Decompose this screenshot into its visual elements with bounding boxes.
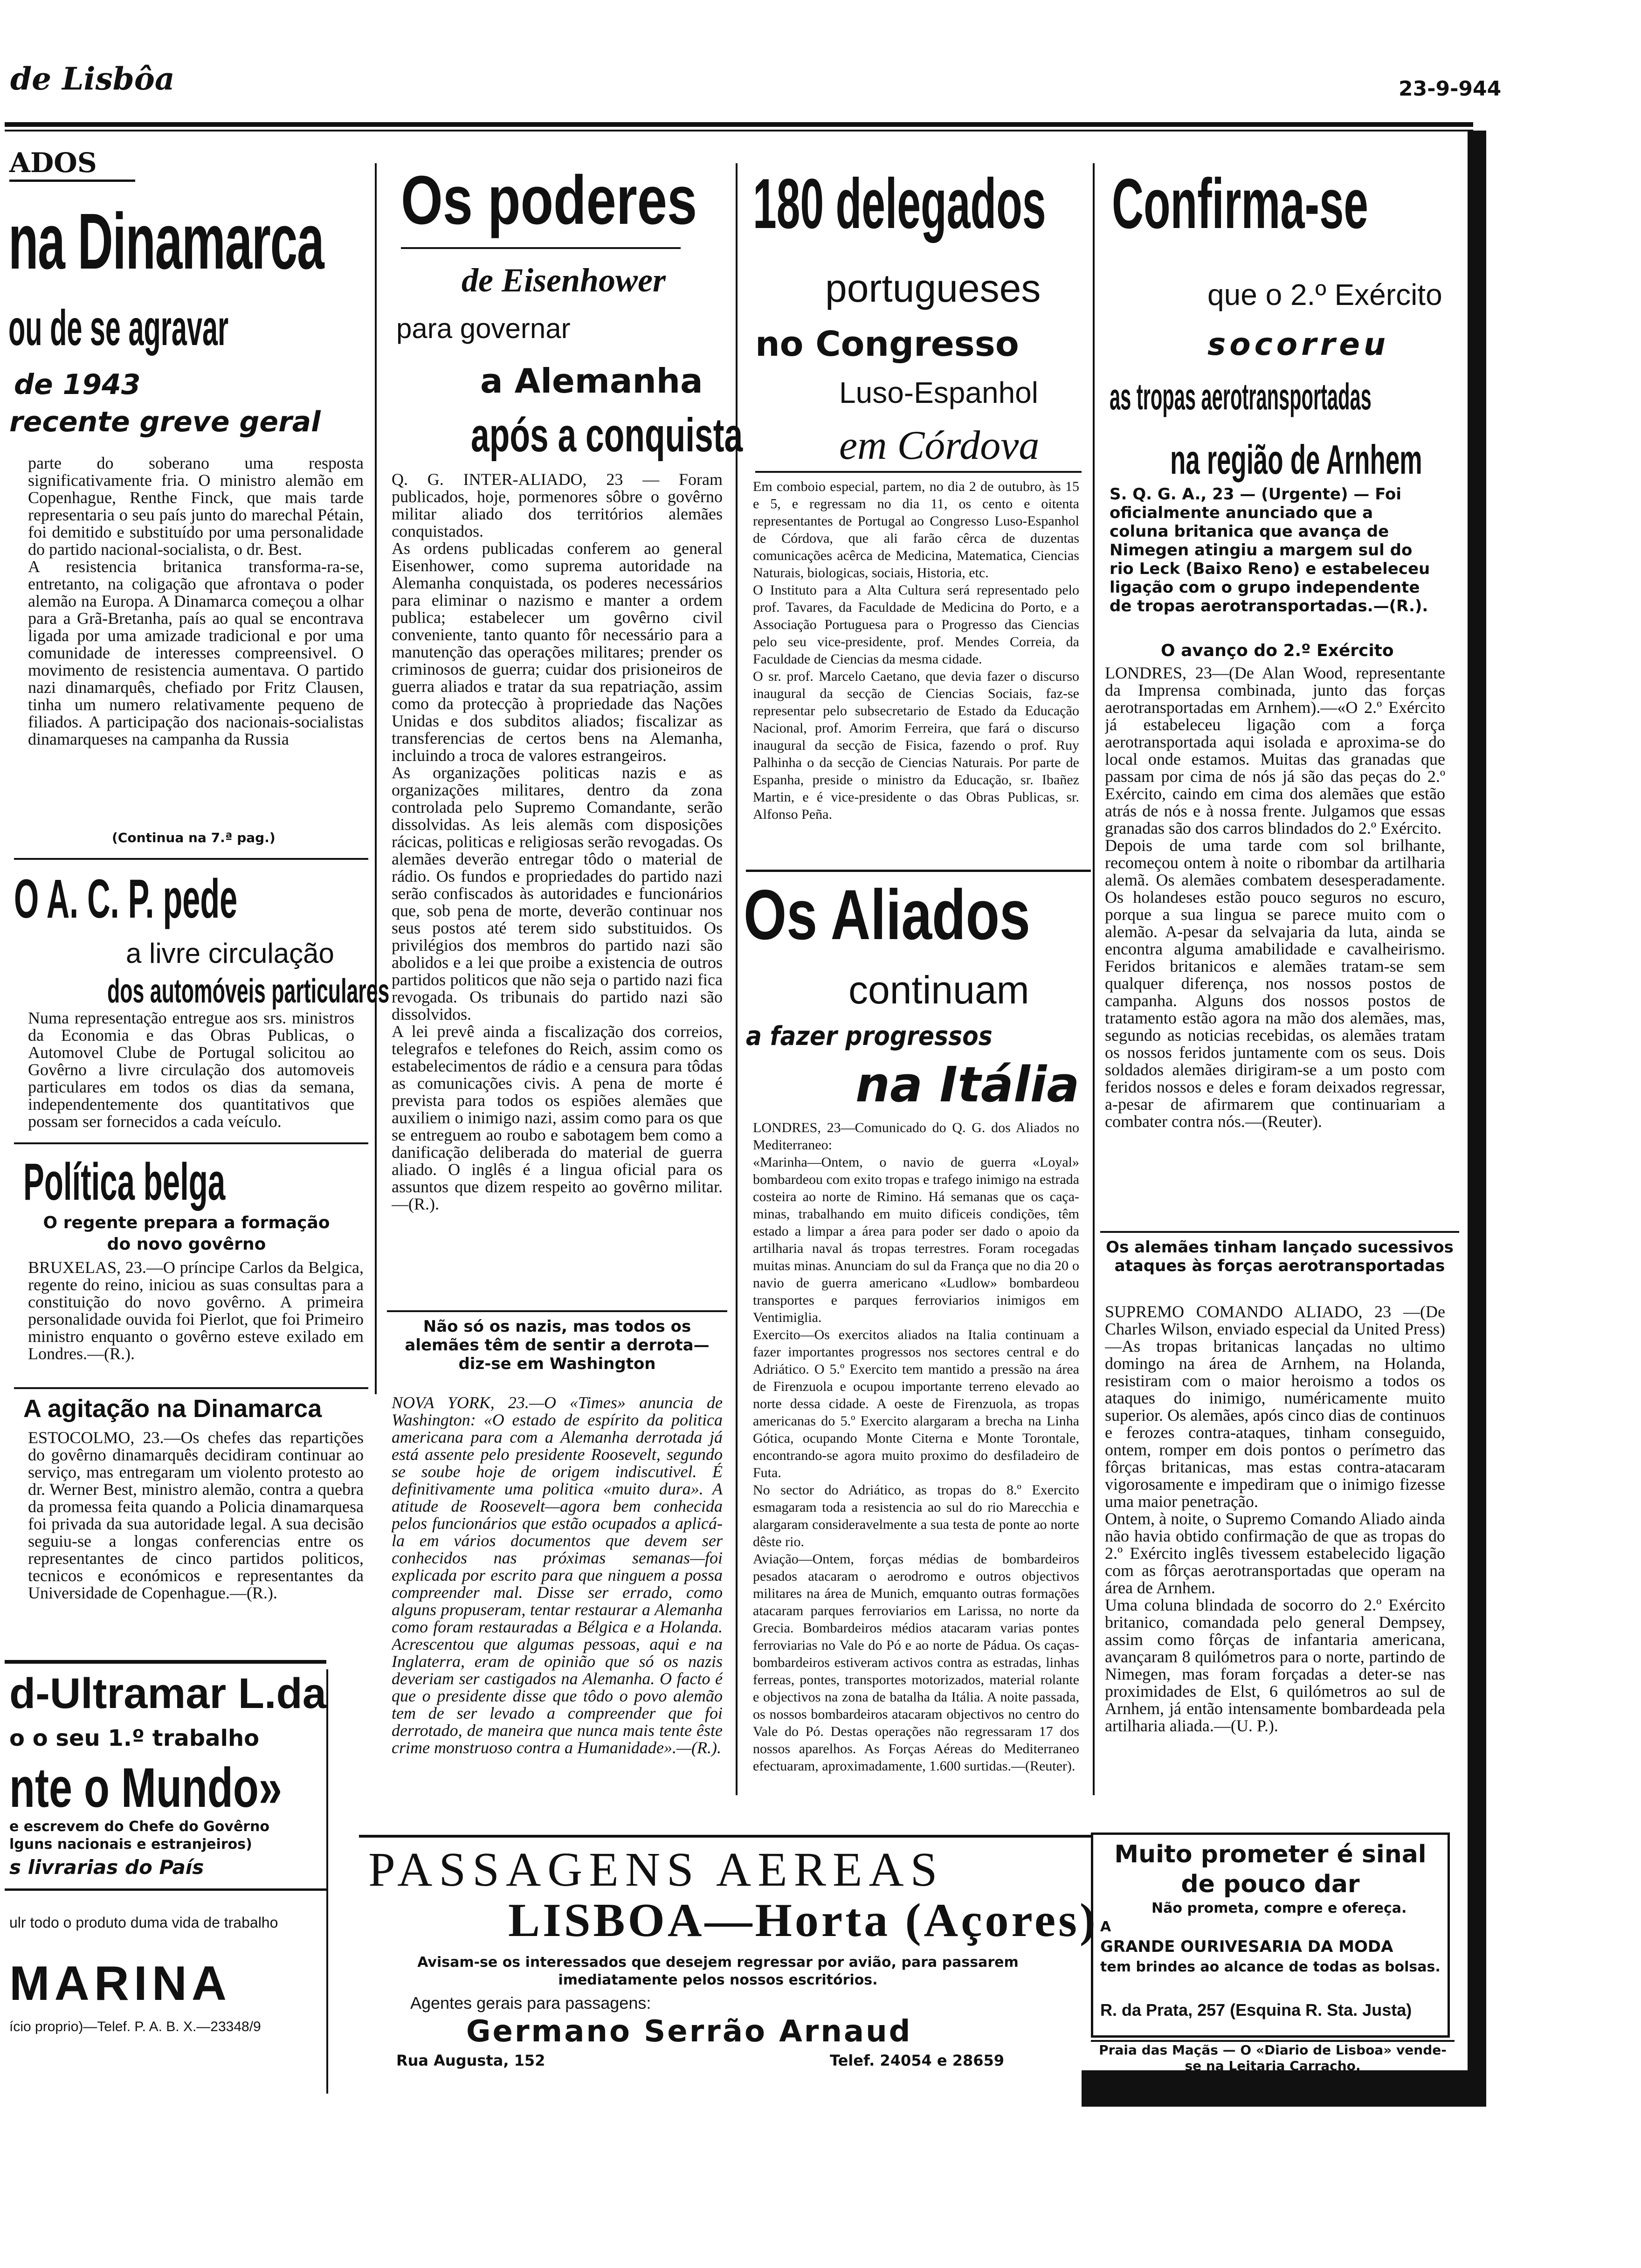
col4-sub1: que o 2.º Exército (1207, 278, 1442, 311)
col1-rule-2 (14, 1142, 368, 1144)
col2-sub4: após a conquista (471, 408, 743, 462)
col2-headline: Os poderes (401, 162, 697, 239)
col2-rule-1 (387, 1310, 727, 1312)
col2-body2: NOVA YORK, 23.—O «Times» anuncia de Washington: «O estado de espírito da politica americana para com a Alemanha derrotada já está assente pelo presidente Roosevelt, segundo se soube hoje de origem indiscutivel. É definitivamente uma politica «muito dura». A atitude de Roosevelt—agora bem conhecida pelos funcionários que estão ocupados a aplicá-la em vários documentos que devem ser conhecidos nas próximas semanas—foi explicada por escrito para que ninguem a possa compreender mal. Disse ser errado, como alguns propuseram, tentar restaurar a Alemanha como foram restauradas a Bélgica e a Holanda. Acrescentou que algumas pessoas, aqui e na Inglaterra, eram de opinião que só os nazis deveriam ser castigados na Alemanha. O facto é que o presidente disse que tôdo o povo alemão tem de ser levado a compreender que foi derrotado, de maneira que nunca mais tente êste crime monstruoso contra a Humanidade».—(R.). (392, 1394, 723, 1757)
ad-left-line3: nte o Mundo» (9, 1756, 282, 1819)
col4-body2: SUPREMO COMANDO ALIADO, 23 —(De Charles Wilson, enviado especial da United Press)—As tropas britanicas lançadas no ultimo domingo na área de Arnhem, na Holanda, resistiram com o maior heroismo a todos os ataques do inimigo, numéricamente muito superior. Os alemães, após cinco dias de continuos e ferozes contra-ataques, tinham conseguido, ontem, romper em dois pontos o perímetro das fôrças britanicas, mas estas contra-atacaram vigorosamente e impediram que o inimigo fizesse uma maior penetração. Ontem, à noite, o Supremo Comando Aliado ainda não havia obtido confirmação de que as tropas do 2.º Exército inglês tivessem estabelecido ligação com as fôrças aerotransportadas que operam na área de Arnhem. Uma coluna blindada de socorro do 2.º Exército britanico, comandada pelo general Dempsey, assim como fôrças de infantaria americana, avançaram 8 quilómetros para o norte, partindo de Nimegen, mas foram forçadas a deter-se nas proximidades de Elst, 6 quilómetros ao sul de Arnhem, já então intensamente bombardeada pela artilharia aliada.—(U. P.). (1105, 1303, 1445, 1735)
col1-subhead3: recente greve geral (9, 406, 321, 438)
page-edge-bottom (1082, 2070, 1486, 2107)
masthead-rule-bottom (5, 130, 1473, 131)
aliados-sub2: a fazer progressos (746, 1021, 993, 1051)
ad-left-line7: ulr todo o produto duma vida de trabalho (9, 1914, 278, 1931)
col3-sub4: em Córdova (839, 423, 1040, 468)
ad-ourivesaria-line6: R. da Prata, 257 (Esquina R. Sta. Justa) (1100, 2000, 1412, 2019)
ad-passagens-line7: Telef. 24054 e 28659 (830, 2052, 1005, 2069)
col3-rule-1 (746, 870, 1091, 872)
col1-subhead: ou de se agravar (8, 299, 229, 356)
col4-rule-1 (1100, 1231, 1459, 1233)
col3-body: Em comboio especial, partem, no dia 2 de outubro, às 15 e 5, e regressam no dia 11, os cento e oitenta representantes de Portugal ao Congresso Luso-Espanhol de Córdova, que ali farão cêrca de duzentas comunicações acêrca de Medicina, Matematica, Ciencias Naturais, biologicas, sociais, Historia, etc. O Instituto para a Alta Cultura será representado pelo prof. Tavares, da Faculdade de Medicina do Porto, e a Associação Portuguesa para o Progresso das Ciencias pelo seu vice-presidente, prof. Mendes Correia, da Faculdade de Ciencias da mesma cidade. O sr. prof. Marcelo Caetano, que devia fazer o discurso inaugural da secção de Ciencias Sociais, faz-se representar pelo subsecretario de Estado da Educação Nacional, prof. Amorim Ferreira, que fará o discurso inaugural da secção de Fisica, fazendo o prof. Ruy Palhinha o da secção de Ciencias Naturais. Por parte de Espanha, preside o ministro da Educação, sr. Ibañez Martin, e é vice-presidente o das Obras Publicas, sr. Alfonso Peña. (753, 479, 1079, 822)
ad-ourivesaria-line4: GRANDE OURIVESARIA DA MODA (1100, 1937, 1393, 1956)
ad-ourivesaria-line5: tem brindes ao alcance de todas as bolsas. (1100, 1959, 1441, 1975)
acp-sub1: a livre circulação (126, 938, 334, 969)
col4-sub3: as tropas aerotransportadas (1110, 376, 1372, 417)
acp-headline: O A. C. P. pede (14, 868, 238, 930)
col1-headline: na Dinamarca (8, 197, 324, 286)
col1-subhead2: de 1943 (14, 368, 141, 401)
col3-sub1: portugueses (825, 266, 1041, 310)
col3-sub2: no Congresso (755, 324, 1019, 364)
ad-passagens-line1: PASSAGENS AEREAS (368, 1843, 944, 1896)
col4-sub4: na região de Arnhem (1170, 436, 1422, 483)
ad-left-rule (5, 1888, 326, 1891)
aliados-headline: Os Aliados (744, 875, 1030, 954)
col1-rule-1 (14, 858, 368, 860)
ad-ourivesaria-line1: Muito prometer é sinal de pouco dar (1114, 1840, 1427, 1898)
col4-lead: S. Q. G. A., 23 — (Urgente) — Foi oficialmente anunciado que a coluna britanica que avança de Nimegen atingiu a margem sul do rio Leck (Baixo Reno) e estabeleceu ligação com o grupo independente de tropas aerotransportadas.—(R.). (1110, 485, 1430, 615)
belga-sub: O regente prepara a formação do novo govêrno (43, 1213, 330, 1254)
col1-rule-3 (14, 1387, 368, 1389)
ad-left-line6: s livrarias do País (9, 1856, 204, 1879)
paper-name: de Lisbôa (10, 61, 175, 97)
column-rule-3 (1093, 163, 1095, 1795)
agit-body: ESTOCOLMO, 23.—Os chefes das repartições do govêrno dinamarquês decidiram continuar ao serviço, mas entregaram um violento protesto ao dr. Werner Best, ministro alemão, contra a quebra da promessa feita quando a Policia dinamarquesa foi privada da sua autoridade legal. A sua decisão seguiu-se a longas conferencias entre os representantes de cinco partidos politicos, tecnicos e económicos e representantes da Universidade de Copenhague.—(R.). (28, 1429, 364, 1602)
col1-continua: (Continua na 7.ª pag.) (112, 830, 276, 845)
col3-head-underline (755, 471, 1082, 473)
agit-headline: A agitação na Dinamarca (23, 1395, 322, 1423)
aliados-body: LONDRES, 23—Comunicado do Q. G. dos Aliados no Mediterraneo: «Marinha—Ontem, o navio de guerra «Loyal» bombardeou com exito tropas e trafego inimigo na estrada costeira ao norte de Rimino. Há semanas que os caça-minas, trabalhando em muito dificeis condições, têm estado a limpar a área para poder ser dado o apoio da artilharia naval ás tropas terrestres. Foram rocegadas muitas minas. Anunciam do sul da França que no dia 20 o navio de guerra americano «Ludlow» bombardeou transportes e parques ferroviarios inimigos em Ventimiglia. Exercito—Os exercitos aliados na Italia continuam a fazer importantes progressos nos sectores central e do Adriático. O 5.º Exercito tem mantido a pressão na área de Firenzuola e ocupou importante terreno elevado ao norte dessa cidade. A oeste de Firenzuola, as tropas americanas do 5.º Exercito alargaram a brecha na Linha Gótica, ocupando Monte Citerna e Monte Torontale, encontrando-se agora muito proximo do desfiladeiro de Futa. No sector do Adriático, as tropas do 8.º Exercito esmagaram toda a resistencia ao sul do rio Marecchia e alargaram consideravelmente a sua testa de ponte ao norte dêste rio. Aviação—Ontem, forças médias de bombardeiros pesados atacaram o aerodromo e outros objectivos militares na área de Munich, emquanto outras formações atacaram parques ferroviarios em Larissa, no norte da Grecia. Bombardeiros médios atacaram varias pontes ferroviarias no Vale do Pó e ao norte de Pádua. Os caças-bombardeiros estiveram activos contra as estradas, linhas ferreas, pontes, transportes motorizados, material rolante e objectivos na zona de batalha da Itália. A noite passada, os nossos bombardeiros atacaram objectivos no centro do Vale do Pó. Destas operações não regressaram 17 dos nossos aparelhos. As Forças Aéreas do Mediterraneo efectuaram, aproximadamente, 1.600 surtidas.—(Reuter). (753, 1120, 1079, 1774)
col1-head-fragment: ADOS (9, 147, 97, 179)
belga-body: BRUXELAS, 23.—O príncipe Carlos da Belgica, regente do reino, iniciou as suas consultas para a constituição do novo govêrno. A primeira personalidade ouvida foi Pierlot, que foi Primeiro ministro enquanto o govêrno esteve exilado em Londres.—(R.). (28, 1259, 364, 1363)
column-rule-1 (375, 163, 377, 1394)
ad-left-line1: d-Ultramar L.da (9, 1670, 326, 1717)
aliados-sub3: na Itália (855, 1056, 1080, 1113)
col2-body: Q. G. INTER-ALIADO, 23 — Foram publicados, hoje, pormenores sôbre o govêrno militar aliado dos territórios alemães conquistados. As ordens publicadas conferem ao general Eisenhower, como suprema autoridade na Alemanha conquistada, os poderes necessários para eliminar o nazismo e manter a ordem publica; estabelecer um govêrno civil conveniente, tanto quanto fôr necessário para a manutenção das operações militares; prender os criminosos de guerra; cuidar dos prisioneiros de guerra aliados e tratar da sua repatriação, assim como da protecção à propriedade das Nações Unidas e dos subditos aliados; fiscalizar as transferencias de certos bens na Alemanha, incluindo a troca de valores estrangeiros. As organizações politicas nazis e as organizações militares, dentro da zona controlada pelo Supremo Comandante, serão dissolvidas. As leis alemãs com disposições rácicas, politicas e religiosas serão revogadas. Os alemães deverão entregar tôdo o material de rádio. Os fundos e propriedades do partido nazi serão confiscados às autoridades e funcionários que, sob pena de morte, deverão continuar nos seus postos até terem sido substituidos. Os privilégios dos membros do partido nazi são abolidos e a lei que proibe a existencia de outros partidos politicos que não seja o partido nazi fica revogada. Os tribunais do partido nazi são dissolvidos. A lei prevê ainda a fiscalização dos correios, telegrafos e telefones do Reich, assim como os estabelecimentos de rádio e a censura para tôdas as comunicações civis. A pena de morte é prevista para todos os espiões alemães que auxiliem o inimigo nazi, assim como para os que se entreguem ao roubo e sabotagem bem como a danificação deliberada do material de guerra aliado. O inglês é a lingua oficial para os assuntos que dizem respeito ao govêrno militar.—(R.). (392, 471, 723, 1213)
ad-left-line2: o o seu 1.º trabalho (9, 1725, 260, 1751)
col3-headline: 180 delegados (753, 164, 1046, 243)
col2-head-underline (401, 247, 681, 249)
ad-ourivesaria-line3: A (1100, 1919, 1111, 1935)
col1-head-underline (9, 180, 135, 182)
ad-passagens-line6: Rua Augusta, 152 (396, 2052, 545, 2069)
ad-left-line9: ício proprio)—Telef. P. A. B. X.—23348/9 (9, 2019, 261, 2034)
bottom-ads-rule (359, 1835, 1093, 1838)
col3-sub3: Luso-Espanhol (839, 376, 1038, 409)
col4-body: LONDRES, 23—(De Alan Wood, representante da Imprensa combinada, junto das forças aerotransportadas em Arnhem).—«O 2.º Exército já estabeleceu ligação com a força aerotransportada aqui isolada e aproxima-se do local onde estamos. Muitas das granadas que passam por cima de nós já são das peças do 2.º Exército, caindo em cima dos alemães que estão atrás de nós e à nossa frente. Julgamos que essas granadas são dos carros blindados do 2.º Exército. Depois de uma tarde com sol brilhante, recomeçou ontem à noite o ribombar da artilharia alemã. Os alemães combatem desesperadamente. Os holandeses estão pouco seguros no escuro, porque a sua lingua se parece muito com o alemão. A-pesar da selvajaria da luta, ainda se encontra alguma amabilidade e cavalheirismo. Feridos britanicos e alemães tratam-se sem qualquer diferença, nos nossos postos de campanha. Alguns dos nossos postos de tratamento estão agora na mão dos alemães, mas, segundo as noticias recebidas, os alemães tratam os nossos feridos juntamente com os seus. Dois soldados alemães dirigiram-se a um posto com feridos nossos e deles e foram deixados regressar, a-pesar de afirmarem que continuariam a combater contra nós.—(Reuter). (1105, 664, 1445, 1131)
col1-rule-4 (5, 1660, 326, 1664)
ad-passagens-line5: Germano Serrão Arnaud (466, 2014, 912, 2049)
ad-praia-line1: Praia das Maçãs — O «Diario de Lisboa» vende-se na Leitaria Carracho. (1099, 2042, 1447, 2074)
belga-headline: Política belga (23, 1153, 226, 1211)
page-edge-shadow (1468, 131, 1486, 2098)
masthead-rule-top (5, 122, 1473, 127)
column-rule-left-ads (326, 1669, 328, 2094)
aliados-sub1: continuam (848, 968, 1029, 1012)
col4-sub-alemaes: Os alemães tinham lançado sucessivos ataques às forças aerotransportadas (1106, 1238, 1454, 1275)
ad-left-line5: lguns nacionais e estranjeiros) (9, 1836, 252, 1853)
acp-body: Numa representação entregue aos srs. ministros da Economia e das Obras Publicas, o Automovel Clube de Portugal solicitou ao Govêrno a livre circulação dos automoveis particulares em todos os dias da semana, independentemente dos quantitativos que possam ser fornecidos a cada veículo. (28, 1010, 354, 1131)
ad-left-line4: e escrevem do Chefe do Govêrno (9, 1819, 270, 1835)
col4-headline: Confirma-se (1112, 164, 1368, 243)
col4-avanco: O avanço do 2.º Exército (1161, 641, 1394, 660)
ad-praia-rule (1091, 2040, 1455, 2042)
col4-sub2: socorreu (1207, 326, 1389, 362)
ad-passagens-line3: Avisam-se os interessados que desejem regressar por avião, para passarem imediatamente pelos nossos escritórios. (417, 1954, 1019, 1988)
ad-ourivesaria-line2: Não prometa, compre e ofereça. (1151, 1900, 1407, 1916)
acp-sub2: dos automóveis particulares (107, 973, 390, 1010)
ad-passagens-line4: Agentes gerais para passagens: (410, 1993, 651, 2012)
col1-body: parte do soberano uma resposta significativamente fria. O ministro alemão em Copenhague, Renthe Finck, que mais tarde representaria o seu país junto do marechal Pétain, foi demitido e substituído por uma personalidade do partido nacional-socialista, o dr. Best. A resistencia britanica transforma-ra-se, entretanto, na coligação que afrontava o poder alemão na Europa. A Dinamarca começou a olhar para a Grã-Bretanha, país ao qual se encontrava ligada por uma amizade tradicional e por uma comunidade de interesses compreensivel. O movimento de resistencia aumentava. O partido nazi dinamarquês, chefiado por Fritz Clausen, tinha um numero relativamente pequeno de filiados. A participação dos nacionais-socialistas dinamarqueses na campanha da Russia (28, 455, 364, 748)
col2-sub3: a Alemanha (480, 361, 703, 401)
issue-date: 23-9-944 (1399, 77, 1502, 101)
ad-left-line8: MARINA (9, 1957, 231, 2011)
ad-passagens-line2: LISBOA—Horta (Açores) (508, 1894, 1098, 1947)
col2-sub2: para governar (396, 313, 571, 344)
col2-sub-nazis: Não só os nazis, mas todos os alemães têm de sentir a derrota— diz-se em Washington (405, 1317, 710, 1373)
col2-sub1: de Eisenhower (462, 262, 666, 299)
